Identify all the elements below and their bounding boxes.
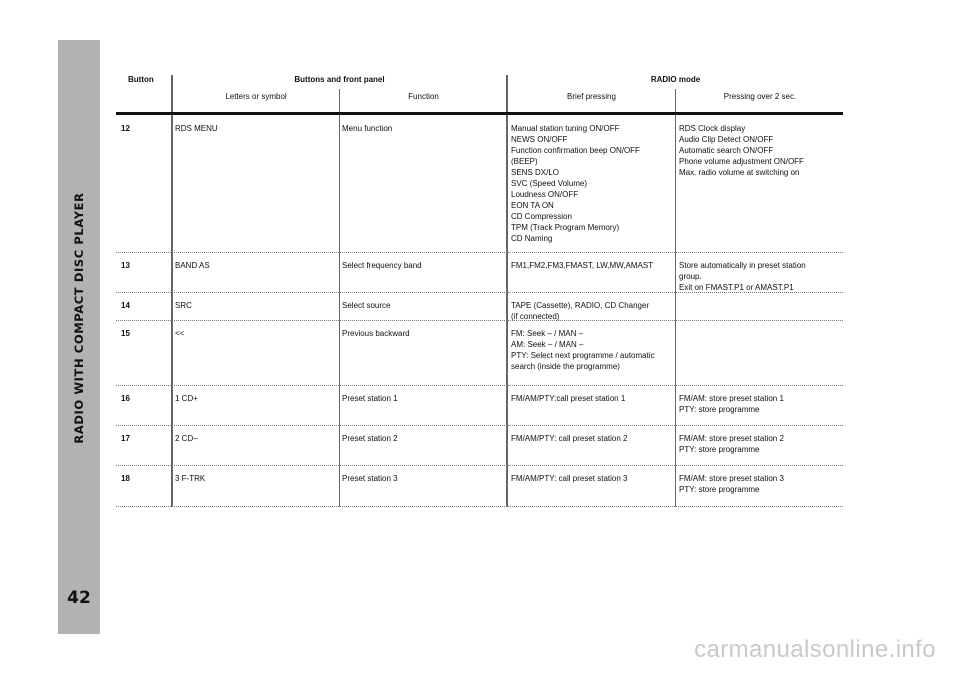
header-letters: Letters or symbol (225, 92, 287, 101)
letters-cell: 3 F-TRK (175, 474, 206, 483)
watermark: carmanualsonline.info (694, 636, 936, 663)
brief-pressing-cell: FM/AM/PTY: call preset station 2 (511, 434, 628, 443)
long-pressing-cell: RDS Clock display Audio Clip Detect ON/OFF Automatic search ON/OFF Phone volume adjustment ON/OFF Max. radio volume at switching on (679, 124, 804, 177)
letters-cell: 1 CD+ (175, 394, 198, 403)
brief-pressing-cell: FM/AM/PTY: call preset station 3 (511, 474, 628, 483)
letters-cell: 2 CD– (175, 434, 198, 443)
table-row (116, 425, 843, 466)
button-number: 14 (121, 301, 130, 310)
header-function: Function (408, 92, 439, 101)
header-panel-group: Buttons and front panel (294, 75, 385, 84)
table-row (116, 252, 843, 293)
long-pressing-cell: FM/AM: store preset station 2 PTY: store programme (679, 434, 784, 454)
brief-pressing-cell: FM1,FM2,FM3,FMAST, LW,MW,AMAST (511, 261, 654, 270)
header-button: Button (128, 75, 154, 84)
table-row (116, 385, 843, 426)
button-number: 18 (121, 474, 130, 483)
function-cell: Previous backward (342, 329, 410, 338)
table-row (116, 320, 843, 386)
section-title: RADIO WITH COMPACT DISC PLAYER (72, 192, 86, 444)
function-cell: Menu function (342, 124, 393, 133)
page-number: 42 (67, 588, 91, 608)
table-row (116, 292, 843, 321)
function-cell: Select source (342, 301, 391, 310)
table-row (116, 115, 843, 253)
function-cell: Preset station 1 (342, 394, 398, 403)
button-number: 16 (121, 394, 130, 403)
letters-cell: SRC (175, 301, 192, 310)
button-number: 13 (121, 261, 130, 270)
function-cell: Select frequency band (342, 261, 422, 270)
header-brief: Brief pressing (567, 92, 616, 101)
long-pressing-cell: FM/AM: store preset station 1 PTY: store programme (679, 394, 784, 414)
button-number: 17 (121, 434, 130, 443)
brief-pressing-cell: Manual station tuning ON/OFF NEWS ON/OFF Function confirmation beep ON/OFF (BEEP) SENS DX/LO SVC (Speed Volume) Loudness ON/OFF EON TA ON CD Compression TPM (Track Program Memory) CD Naming (511, 124, 640, 243)
brief-pressing-cell: FM/AM/PTY:call preset station 1 (511, 394, 626, 403)
letters-cell: RDS MENU (175, 124, 218, 133)
brief-pressing-cell: TAPE (Cassette), RADIO, CD Changer (if connected) (511, 301, 650, 321)
function-cell: Preset station 2 (342, 434, 398, 443)
header-radio-group: RADIO mode (650, 75, 701, 84)
button-number: 12 (121, 124, 130, 133)
long-pressing-cell: FM/AM: store preset station 3 PTY: store programme (679, 474, 784, 494)
function-cell: Preset station 3 (342, 474, 398, 483)
letters-cell: << (175, 329, 185, 338)
brief-pressing-cell: FM: Seek – / MAN – AM: Seek – / MAN – PTY: Select next programme / automatic search (inside the programme) (511, 329, 655, 371)
long-pressing-cell: Store automatically in preset station group. Exit on FMAST.P1 or AMAST.P1 (679, 261, 806, 292)
table-row (116, 465, 843, 507)
letters-cell: BAND AS (175, 261, 210, 270)
button-number: 15 (121, 329, 130, 338)
header-long: Pressing over 2 sec. (723, 92, 797, 101)
